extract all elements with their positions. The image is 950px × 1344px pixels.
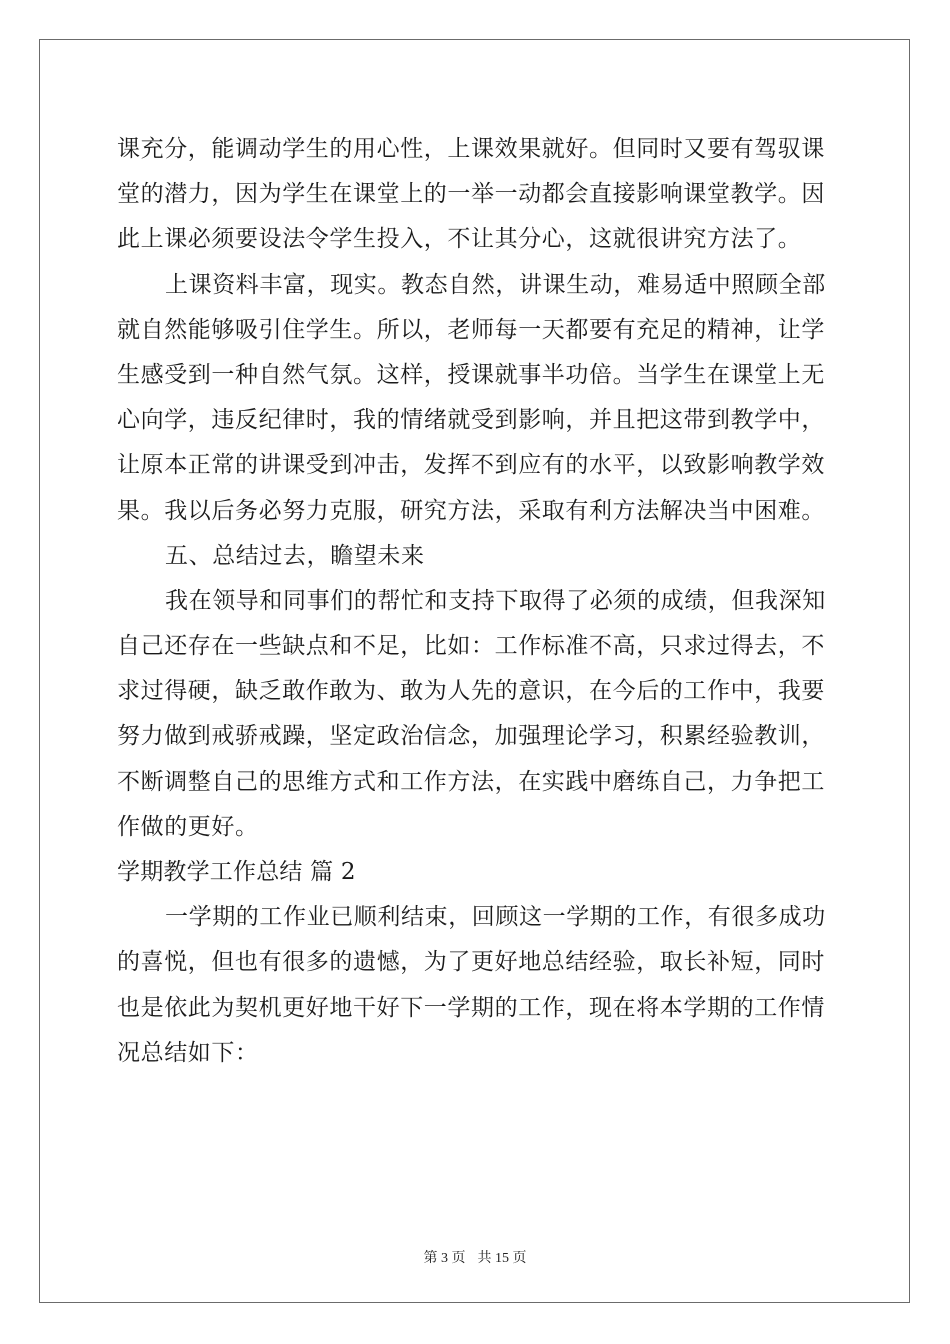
text-line: 的喜悦，但也有很多的遗憾，为了更好地总结经验，取长补短，同时 — [117, 949, 825, 976]
text-line: 我在领导和同事们的帮忙和支持下取得了必须的成绩，但我深知 — [165, 587, 826, 614]
text-line: 上课资料丰富，现实。教态自然，讲课生动，难易适中照顾全部 — [165, 271, 826, 298]
text-line: 心向学，违反纪律时，我的情绪就受到影响，并且把这带到教学中， — [117, 407, 825, 434]
text-line: 生感受到一种自然气氛。这样，授课就事半功倍。当学生在课堂上无 — [117, 361, 825, 388]
article-title: 学期教学工作总结 篇 2 — [117, 859, 356, 885]
text-line: 课充分，能调动学生的用心性，上课效果就好。但同时又要有驾驭课 — [117, 136, 825, 162]
page-footer — [0, 1247, 950, 1267]
section-heading: 五、总结过去，瞻望未来 — [165, 542, 425, 569]
text-line: 就自然能够吸引住学生。所以，老师每一天都要有充足的精神，让学 — [117, 316, 825, 343]
text-line: 让原本正常的讲课受到冲击，发挥不到应有的水平，以致影响教学效 — [117, 452, 825, 479]
text-line: 果。我以后务必努力克服，研究方法，采取有利方法解决当中困难。 — [117, 497, 825, 524]
text-line: 作做的更好。 — [117, 813, 259, 840]
page-number: 第 3 页 — [423, 1251, 466, 1266]
text-line: 况总结如下： — [117, 1039, 259, 1066]
text-line: 堂的潜力，因为学生在课堂上的一举一动都会直接影响课堂教学。因 — [117, 181, 825, 208]
text-line: 求过得硬，缺乏敢作敢为、敢为人先的意识，在今后的工作中，我要 — [117, 678, 825, 705]
text-line: 努力做到戒骄戒躁，坚定政治信念，加强理论学习，积累经验教训， — [117, 723, 825, 750]
text-line: 此上课必须要设法令学生投入，不让其分心，这就很讲究方法了。 — [117, 226, 802, 253]
document-body — [117, 127, 833, 1076]
text-line: 自己还存在一些缺点和不足，比如：工作标准不高，只求过得去，不 — [117, 633, 825, 660]
page-total: 共 15 页 — [477, 1251, 527, 1266]
text-line: 也是依此为契机更好地干好下一学期的工作，现在将本学期的工作情 — [117, 994, 825, 1021]
text-line: 一学期的工作业已顺利结束，回顾这一学期的工作，有很多成功 — [165, 904, 826, 931]
text-line: 不断调整自己的思维方式和工作方法，在实践中磨练自己，力争把工 — [117, 768, 825, 795]
